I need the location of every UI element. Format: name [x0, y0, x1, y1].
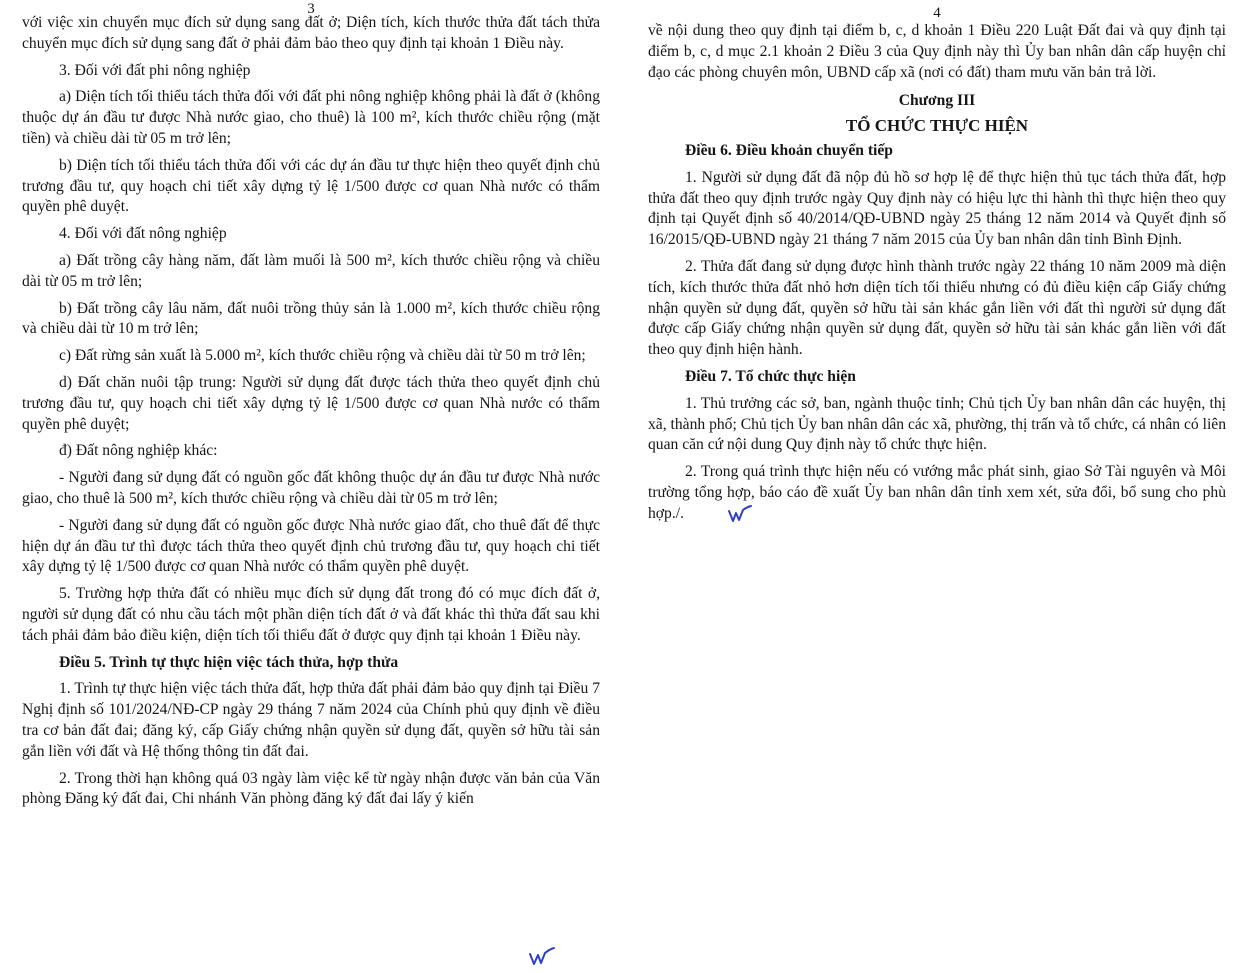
- paragraph: 1. Thủ trưởng các sở, ban, ngành thuộc tỉnh; Chủ tịch Ủy ban nhân dân các huyện, thị xã, thành phố; Chủ tịch Ủy ban nhân dân các xã, phường, thị trấn và tổ chức, cá nhân có liên quan căn cứ nội dung Quy định này tổ chức thực hiện.: [648, 394, 1226, 454]
- right-page: [648, 0, 1226, 971]
- paragraph: a) Đất trồng cây hàng năm, đất làm muối là 500 m², kích thước chiều rộng và chiều dài từ 05 m trở lên;: [22, 251, 600, 290]
- chapter-label: Chương III: [898, 92, 976, 110]
- paragraph: 5. Trường hợp thửa đất có nhiều mục đích sử dụng đất trong đó có mục đích đất ở, người sử dụng đất có nhu cầu tách một phần diện tích đất ở và đất khác thì thửa đất sau khi tách phải đảm bảo điều kiện, diện tích tối thiểu đất ở được quy định tại khoản 1 Điều này.: [22, 585, 600, 644]
- article-heading: Điều 6. Điều khoản chuyển tiếp: [685, 141, 893, 159]
- paragraph: c) Đất rừng sản xuất là 5.000 m², kích thước chiều rộng và chiều dài từ 50 m trở lên;: [59, 347, 586, 365]
- page-number: 3: [307, 1, 315, 17]
- left-page-body: [22, 13, 600, 816]
- page-number: 4: [933, 5, 941, 21]
- paragraph: b) Diện tích tối thiểu tách thửa đối với các dự án đầu tư thực hiện theo quyết định chủ trương đầu tư, quy hoạch chi tiết xây dựng tỷ lệ 1/500 được cơ quan Nhà nước có thẩm quyền phê duyệt.: [22, 156, 600, 216]
- paragraph-text: 2. Trong quá trình thực hiện nếu có vướng mắc phát sinh, giao Sở Tài nguyên và Môi trường tổng hợp, báo cáo đề xuất Ủy ban nhân dân tỉnh xem xét, sửa đổi, bổ sung cho phù hợp./.: [648, 463, 1226, 522]
- paragraph: [648, 462, 1226, 530]
- chapter-title: TỔ CHỨC THỰC HIỆN: [845, 116, 1029, 136]
- right-page-body: [648, 21, 1226, 537]
- paragraph: 1. Người sử dụng đất đã nộp đủ hồ sơ hợp lệ để thực hiện thủ tục tách thửa đất, hợp thửa đất theo quy định trước ngày Quy định này có hiệu lực thi hành thì thực hiện theo quy định tại Quyết định số 40/2014/QĐ-UBND ngày 25 tháng 12 năm 2014 và Quyết định số 16/2015/QĐ-UBND ngày 21 tháng 7 năm 2015 của Ủy ban nhân dân tỉnh Bình Định.: [648, 168, 1226, 249]
- initial-mark-icon: [528, 946, 556, 973]
- paragraph: - Người đang sử dụng đất có nguồn gốc đất không thuộc dự án đầu tư được Nhà nước giao, cho thuê là 500 m², kích thước chiều rộng và chiều dài từ 05 m trở lên;: [22, 469, 600, 507]
- paragraph: 2. Trong thời hạn không quá 03 ngày làm việc kể từ ngày nhận được văn bản của Văn phòng Đăng ký đất đai, Chi nhánh Văn phòng đăng ký đất đai lấy ý kiến: [22, 769, 600, 808]
- paragraph: a) Diện tích tối thiểu tách thửa đối với đất phi nông nghiệp không phải là đất ở (không thuộc dự án đầu tư được Nhà nước giao, cho thuê) là 100 m², kích thước chiều rộng (mặt tiền) và chiều dài từ 05 m trở lên;: [22, 88, 600, 147]
- paragraph: về nội dung theo quy định tại điểm b, c, d khoản 1 Điều 220 Luật Đất đai và quy định tại điểm b, c, d mục 2.1 khoản 2 Điều 3 của Quy định này thì Ủy ban nhân dân cấp huyện chỉ đạo các phòng chuyên môn, UBND cấp xã (nơi có đất) tham mưu văn bản trả lời.: [648, 22, 1226, 81]
- paragraph: - Người đang sử dụng đất có nguồn gốc được Nhà nước giao đất, cho thuê đất để thực hiện dự án đầu tư thì được tách thửa theo quyết định chủ trương đầu tư, quy hoạch chi tiết xây dựng tỷ lệ 1/500 được cơ quan Nhà nước có thẩm quyền phê duyệt.: [22, 516, 600, 576]
- article-heading: Điều 7. Tổ chức thực hiện: [685, 367, 856, 385]
- section-heading: 3. Đối với đất phi nông nghiệp: [59, 61, 251, 79]
- paragraph: d) Đất chăn nuôi tập trung: Người sử dụng đất được tách thửa theo quyết định chủ trương đầu tư, quy hoạch chi tiết xây dựng tỷ lệ 1/500 được cơ quan Nhà nước có thẩm quyền phê duyệt;: [22, 373, 600, 433]
- article-heading: Điều 5. Trình tự thực hiện việc tách thửa, hợp thửa: [59, 653, 399, 671]
- paragraph: 1. Trình tự thực hiện việc tách thửa đất, hợp thửa đất phải đảm bảo quy định tại Điều 7 Nghị định số 101/2024/NĐ-CP ngày 29 tháng 7 năm 2024 của Chính phủ quy định về điều tra cơ bản đất đai; đăng ký, cấp Giấy chứng nhận quyền sử dụng đất, quyền sở hữu tài sản gắn liền với đất và Hệ thống thông tin đất đai.: [22, 680, 600, 760]
- left-page: [22, 0, 600, 971]
- paragraph: đ) Đất nông nghiệp khác:: [59, 442, 218, 460]
- paragraph: b) Đất trồng cây lâu năm, đất nuôi trồng thủy sản là 1.000 m², kích thước chiều rộng và chiều dài từ 10 m trở lên;: [22, 299, 600, 338]
- paragraph: với việc xin chuyển mục đích sử dụng sang đất ở; Diện tích, kích thước thửa đất tách thửa chuyển mục đích sử dụng sang đất ở phải đảm bảo theo quy định tại khoản 1 Điều này.: [22, 14, 600, 52]
- paragraph: 2. Thửa đất đang sử dụng được hình thành trước ngày 22 tháng 10 năm 2009 mà diện tích, kích thước thửa đất nhỏ hơn diện tích tối thiểu nhưng có đủ điều kiện cấp Giấy chứng nhận quyền sử dụng đất, quyền sở hữu tài sản khác gắn liền với đất thì người sử dụng đất được cấp Giấy chứng nhận quyền sử dụng đất, quyền sở hữu tài sản khác gắn liền với đất theo quy định hiện hành.: [648, 257, 1226, 359]
- section-heading: 4. Đối với đất nông nghiệp: [59, 225, 227, 243]
- initial-mark-icon: [690, 504, 753, 531]
